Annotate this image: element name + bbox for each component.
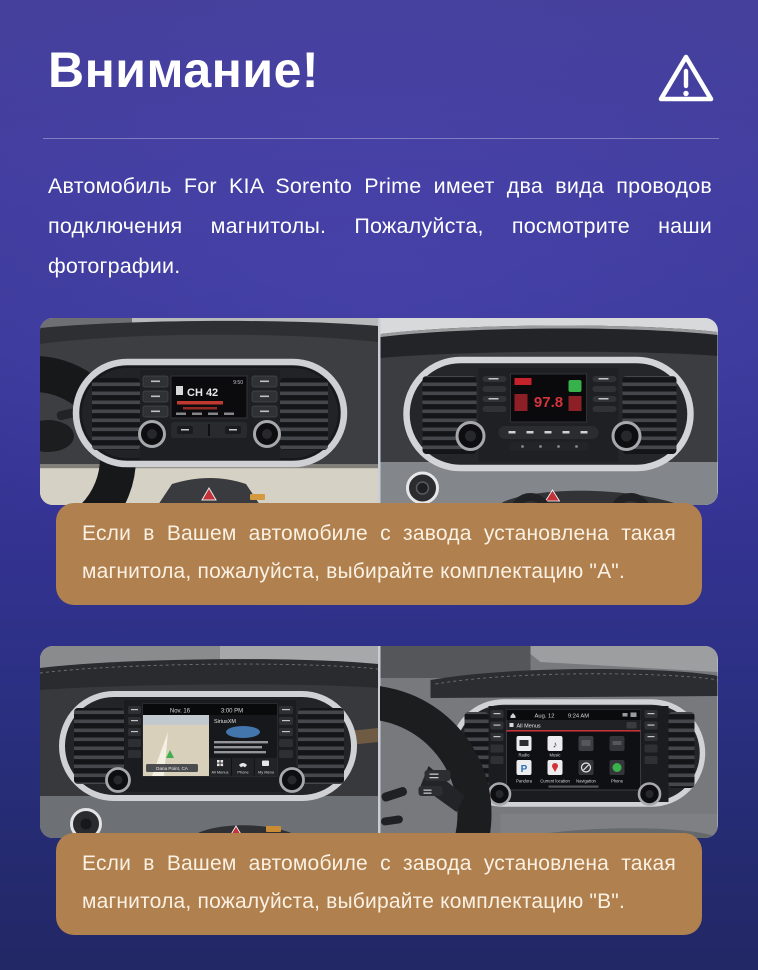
menu-label-all-menus: All Menus [211, 769, 229, 775]
caption-variant-a: Если в Вашем автомобиле с завода установлена такая магнитола, пожалуйста, выбирайте комплектацию "А". [56, 503, 702, 605]
app-label-pandora: Pandora [516, 778, 532, 784]
provider-label: SiriusXM [214, 719, 237, 725]
red-divider [507, 730, 641, 732]
photo-dashboard-b-left [40, 646, 378, 838]
radio-buttons-left [143, 376, 168, 417]
green-indicator [569, 380, 582, 392]
map-location-label: Dana Point, CA [156, 766, 188, 771]
frequency-text: 97.8 [533, 394, 564, 411]
app-label-radio: Radio [518, 752, 530, 758]
airbag-indicator [266, 826, 281, 832]
screen-time: 9:24 AM [567, 713, 590, 720]
clock-text: 9:50 [233, 380, 243, 386]
back-button-icon [627, 722, 637, 729]
volume-knob-icon [107, 769, 130, 792]
app-label-current-location: Current location [540, 778, 570, 784]
screen-time: 3:00 PM [220, 708, 244, 715]
touchscreen [143, 704, 277, 776]
app-label-music: Music [549, 752, 561, 758]
phone-icon [613, 763, 622, 772]
radio-screen [171, 376, 247, 418]
screen-date: Nov. 16 [169, 708, 191, 715]
nav-map [143, 715, 209, 776]
caption-variant-b: Если в Вашем автомобиле с завода установлена такая магнитола, пожалуйста, выбирайте комплектацию "В". [56, 833, 702, 935]
channel-text: CH 42 [187, 387, 219, 399]
tune-knob-icon [639, 784, 660, 805]
side-buttons-right [279, 706, 293, 758]
photo-dashboard-a-left [40, 318, 378, 505]
radio-buttons-right [252, 376, 277, 417]
my-menu-icon [262, 761, 269, 767]
radio-lcd-screen [511, 374, 587, 422]
seek-track-buttons [171, 422, 247, 438]
photo-pair-a [40, 318, 718, 505]
air-vent-right-icon [669, 712, 695, 788]
status-bar [143, 704, 277, 715]
app-label-navigation: Navigation [576, 778, 596, 784]
pandora-icon: P [520, 763, 528, 775]
screen-menu-row [209, 758, 277, 776]
wheel-buttons [425, 770, 451, 781]
photo-pair-b [40, 646, 718, 838]
menu-title: All Menus [516, 723, 541, 730]
side-buttons-left [128, 706, 141, 758]
air-vent-right-icon [280, 378, 328, 450]
tune-knob-icon [613, 423, 640, 450]
tune-knob-icon [255, 422, 280, 447]
air-vent-left-icon [92, 378, 140, 450]
volume-knob-icon [457, 423, 484, 450]
channel-logo [226, 726, 260, 738]
screen-date: Aug. 12 [534, 713, 555, 720]
button-strip [499, 426, 599, 451]
wheel-buttons [419, 786, 443, 796]
intro-text: Автомобиль For KIA Sorento Prime имеет два вида проводов подключения магнитолы. Пожалуйста, посмотрите наши фотографии. [48, 174, 712, 278]
volume-knob-icon [140, 422, 165, 447]
touchscreen [507, 710, 641, 790]
page-title: Внимание! [48, 42, 320, 98]
menu-label-phone: Phone [237, 769, 249, 775]
warning-triangle-icon [656, 50, 716, 108]
menu-label-my-menu: My Menu [258, 769, 274, 775]
channel-icon [176, 386, 183, 395]
divider [43, 138, 719, 139]
photo-dashboard-a-right [380, 318, 718, 505]
airbag-indicator [250, 494, 265, 500]
photo-dashboard-b-right [380, 646, 718, 838]
volume-knob-icon [489, 784, 510, 805]
engine-start-button-icon [408, 473, 438, 503]
air-vent-right-icon [298, 708, 344, 784]
app-label-phone: Phone [610, 778, 624, 784]
music-note-icon: ♪ [552, 739, 558, 750]
tune-knob-icon [281, 769, 304, 792]
